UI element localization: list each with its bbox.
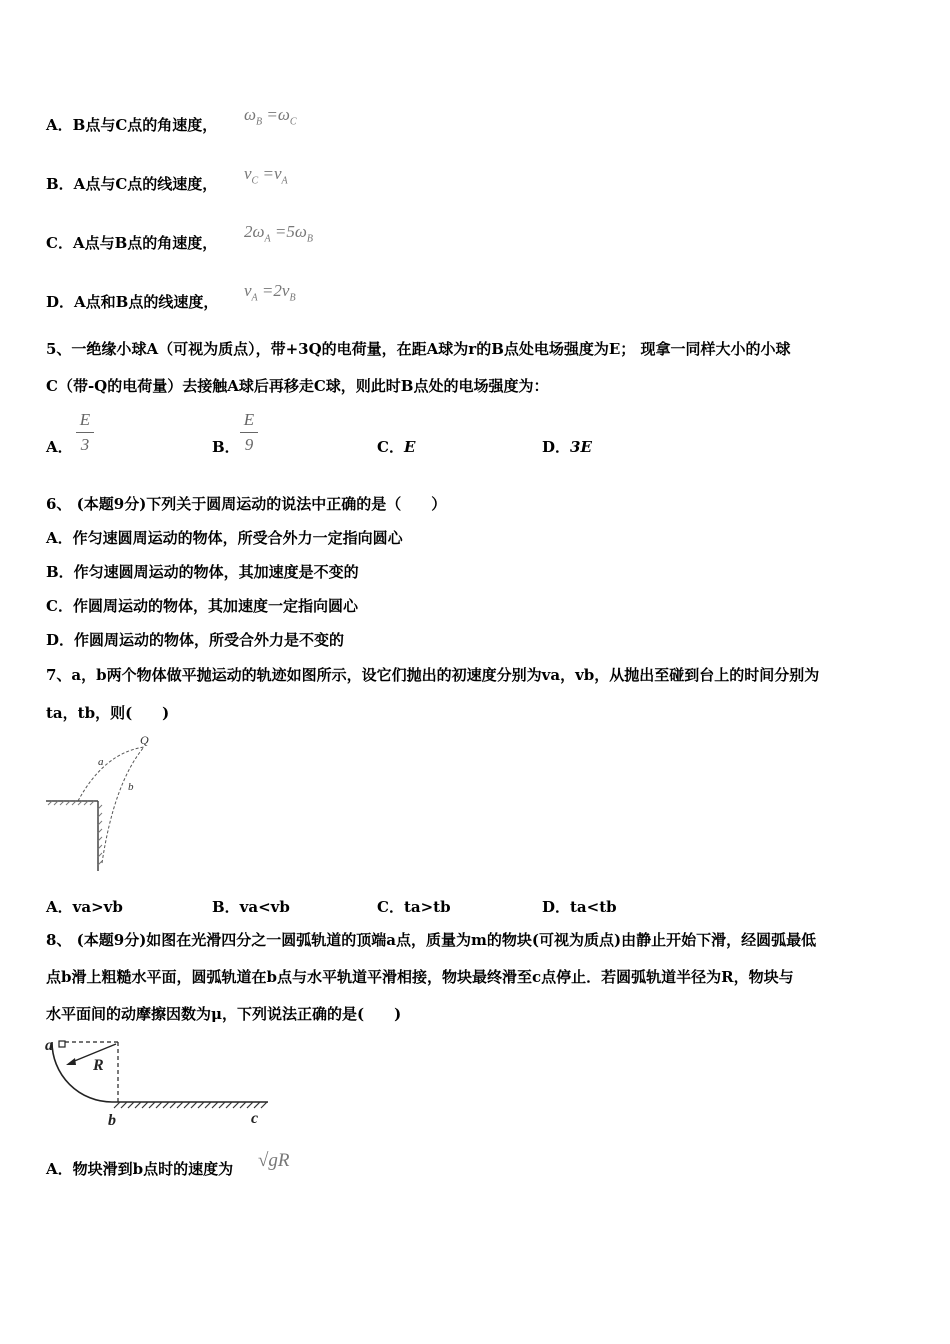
- q4-option-c: C．A点与B点的角速度，: [46, 234, 218, 252]
- q6-option-a: A．作匀速圆周运动的物体，所受合外力一定指向圆心: [46, 529, 403, 547]
- q5-option-c: C．E: [377, 438, 416, 456]
- q8-stem-line1: 8、 (本题9分)如图在光滑四分之一圆弧轨道的顶端a点，质量为m的物块(可视为质点)由静止开始下滑，经圆弧最低: [46, 931, 817, 949]
- q4-option-a: A．B点与C点的角速度，: [46, 116, 218, 134]
- q8-label-a: a: [45, 1037, 53, 1054]
- q4-option-b-formula: $v_C =v_A$: [244, 164, 288, 187]
- q6-option-c: C．作圆周运动的物体，其加速度一定指向圆心: [46, 597, 358, 615]
- q5-option-d: D．3E: [542, 438, 592, 456]
- q8-label-r: R: [93, 1057, 104, 1074]
- q7-option-a: A．va>vb: [46, 898, 123, 916]
- q6-option-d: D．作圆周运动的物体，所受合外力是不变的: [46, 631, 345, 649]
- q4-option-b: B．A点与C点的线速度，: [46, 175, 218, 193]
- q8-stem-line2: 点b滑上粗糙水平面，圆弧轨道在b点与水平轨道平滑相接，物块最终滑至c点停止．若圆弧轨道半径为R，物块与: [46, 968, 794, 986]
- q7-option-b: B．va<vb: [212, 898, 290, 916]
- q7-option-c: C．ta>tb: [377, 898, 451, 916]
- q8-option-a: A．物块滑到b点时的速度为: [46, 1160, 234, 1178]
- q5-stem-line2: C（带-Q的电荷量）去接触A球后再移走C球，则此时B点处的电场强度为：: [46, 377, 549, 395]
- q5-option-b-fraction: E 9: [240, 410, 258, 455]
- q7-option-d: D．ta<tb: [542, 898, 617, 916]
- q8-stem-line3: 水平面间的动摩擦因数为μ，下列说法正确的是( ): [46, 1005, 402, 1023]
- q7-stem-line2: ta，tb，则( ): [46, 704, 170, 722]
- q5-option-a-key: A．: [46, 438, 73, 456]
- q6-stem: 6、 (本题9分)下列关于圆周运动的说法中正确的是（ ）: [46, 495, 447, 513]
- q4-option-a-formula: $\omega_B =\omega_C$: [244, 105, 297, 128]
- q6-option-b: B．作匀速圆周运动的物体，其加速度是不变的: [46, 563, 359, 581]
- q4-option-d-formula: $v_A =2v_B$: [244, 281, 296, 304]
- q7-label-b: b: [128, 781, 134, 793]
- q8-label-c: c: [251, 1110, 259, 1127]
- q7-label-a: a: [98, 756, 104, 768]
- q7-stem-line1: 7、a，b两个物体做平抛运动的轨迹如图所示，设它们抛出的初速度分别为va，vb，从抛出至碰到台上的时间分别为: [46, 666, 820, 684]
- q5-stem-line1: 5、一绝缘小球A（可视为质点），带+3Q的电荷量，在距A球为r的B点处电场强度为E； 现拿一同样大小的小球: [46, 340, 791, 358]
- q8-option-a-formula: √gR: [258, 1150, 290, 1171]
- q4-option-d: D．A点和B点的线速度，: [46, 293, 219, 311]
- q5-option-b-key: B．: [212, 438, 240, 456]
- q5-option-a-fraction: E 3: [76, 410, 94, 455]
- q7-trajectory-figure: [44, 733, 174, 873]
- q8-arc-track-figure: [42, 1032, 282, 1128]
- q4-option-c-formula: $2\omega_A =5\omega_B$: [244, 222, 313, 245]
- q7-label-q: Q: [140, 733, 149, 747]
- q8-label-b: b: [108, 1112, 116, 1128]
